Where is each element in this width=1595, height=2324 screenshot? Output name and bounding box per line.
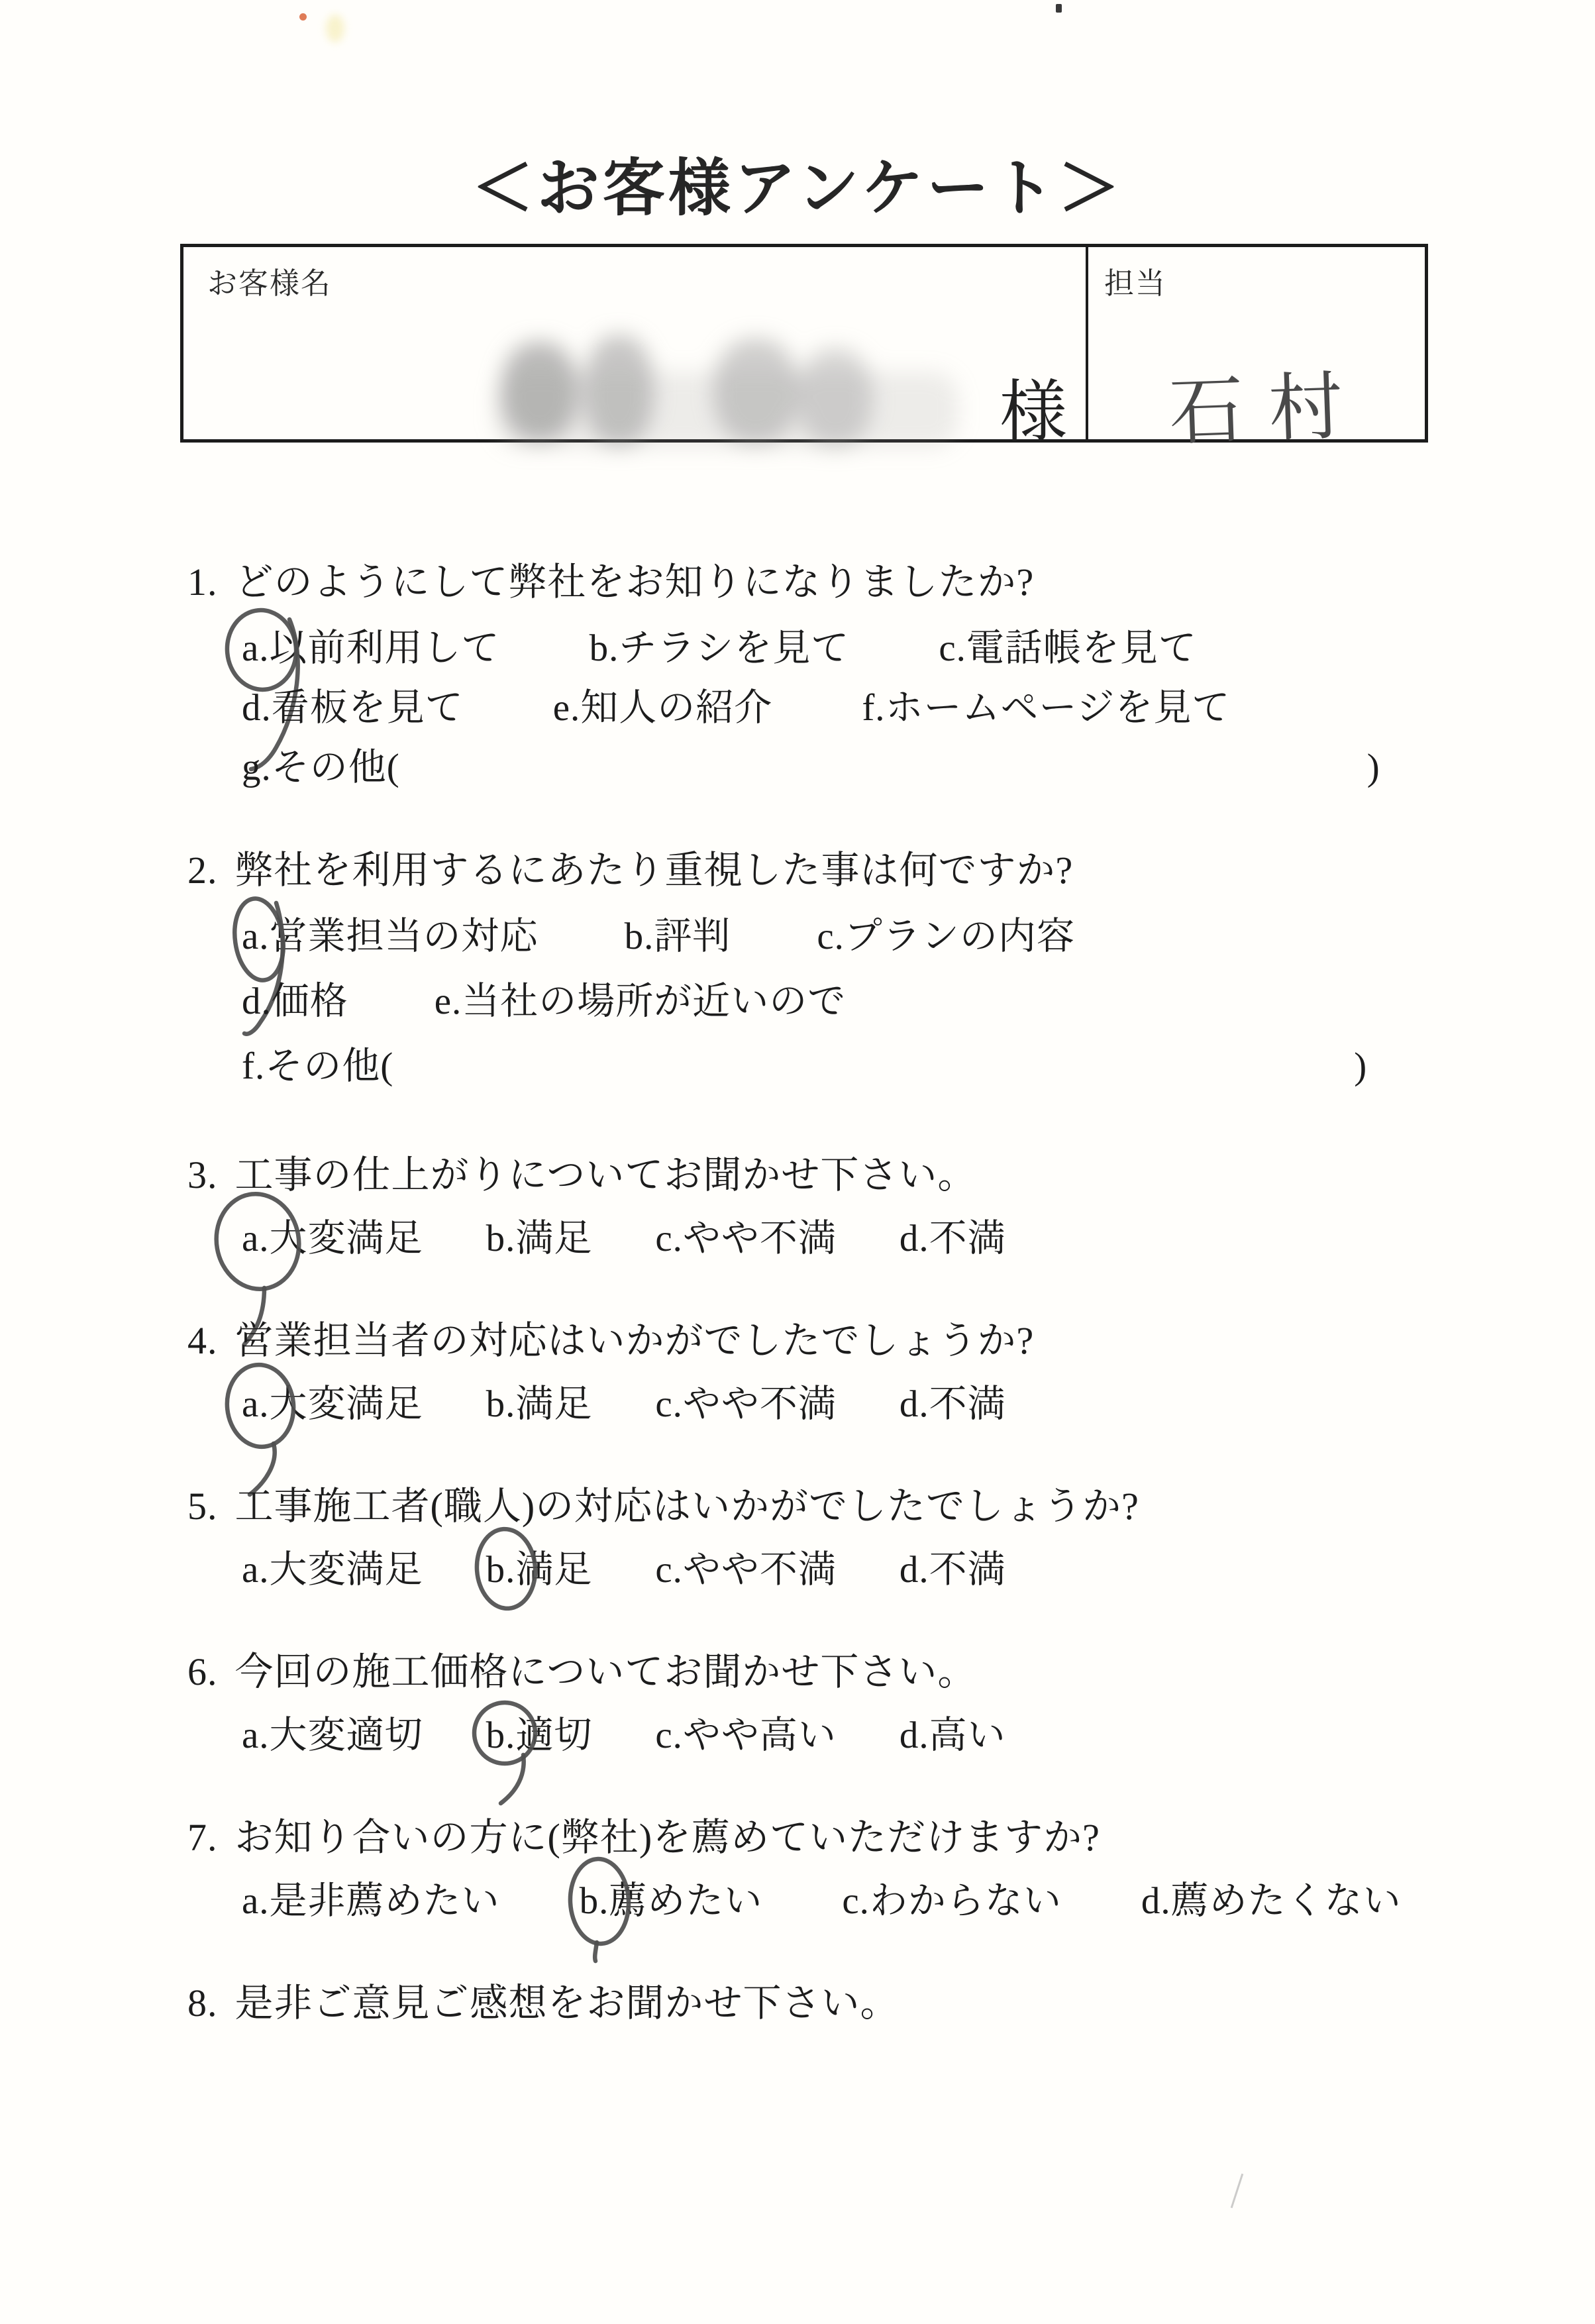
option-item: b.評判 [624,916,731,957]
blur-blob [495,372,958,448]
free-answer-space [480,1044,1268,1088]
question-line-7 [187,1815,1100,1860]
staff-label: 担当 [1104,266,1167,300]
option-row [242,1879,1402,1923]
scan-speck-black [1056,4,1062,13]
header-table [180,244,1428,454]
option-row [242,626,1197,670]
option-item: b.薦めたい [580,1879,763,1923]
option-item: c.やや不満 [655,1218,837,1259]
question-number: 7. [187,1816,218,1859]
question-text: 営業担当者の対応はいかがでしたでしょうか? [234,1319,1035,1362]
option-row [242,979,846,1024]
question-number: 6. [187,1650,218,1693]
option-item: d.価格 [242,980,348,1022]
option-item: d.高い [899,1715,1006,1756]
question-line-4 [187,1318,1034,1363]
scan-speck-red [299,13,307,21]
question-text: 今回の施工価格についてお聞かせ下さい。 [234,1650,977,1693]
answer-circle-q7-b [556,1851,688,2063]
option-item: d.薦めたくない [1141,1880,1402,1922]
option-item: c.わからない [842,1880,1062,1922]
option-item: c.電話帳を見て [939,627,1197,669]
question-line-2 [187,848,1073,893]
table-divider [1086,247,1088,439]
question-text: 工事の仕上がりについてお聞かせ下さい。 [234,1153,977,1196]
question-line-1 [187,560,1034,605]
option-item: a.営業担当の対応 [242,914,539,959]
option-item: f.ホームページを見て [862,687,1231,729]
option-row [242,914,1075,959]
option-item: c.やや不満 [655,1383,837,1425]
option-item: d.不満 [899,1549,1006,1591]
question-number: 1. [187,560,218,604]
question-number: 8. [187,1981,218,2025]
answer-circle-q4-a [218,1354,350,1566]
option-row [242,1713,1006,1758]
option-item: d.不満 [899,1383,1006,1425]
paren-close: ) [1354,1045,1368,1087]
staff-name-handwritten: 石村 [1168,365,1370,454]
option-row [242,1382,1006,1426]
option-item: a.大変満足 [242,1216,423,1261]
option-item: f.その他( [242,1045,394,1087]
answer-circle-q5-b [462,1520,595,1732]
option-item: b.適切 [486,1713,593,1758]
customer-name-blurred [495,332,972,458]
question-line-3 [187,1153,976,1198]
question-line-8 [187,1981,900,2026]
option-item: d.不満 [899,1218,1006,1259]
question-text: 弊社を利用するにあたり重視した事は何ですか? [234,849,1074,892]
option-item: a.以前利用して [242,626,500,670]
option-item: b.満足 [486,1383,593,1425]
question-text: 是非ご意見ご感想をお聞かせ下さい。 [234,1981,900,2025]
option-item: b.満足 [486,1218,593,1259]
question-number: 2. [187,849,218,892]
option-item: c.やや高い [655,1715,837,1756]
scan-smudge-yellow [326,15,344,42]
answer-circle-q3-a [218,1188,350,1400]
option-row [242,745,1380,790]
option-item: c.プランの内容 [817,916,1075,957]
customer-name-label: お客様名 [207,266,333,300]
option-item: e.当社の場所が近いので [434,980,847,1022]
question-number: 3. [187,1153,218,1196]
question-text: どのようにして弊社をお知りになりましたか? [234,560,1035,604]
option-item: b.チラシを見て [589,627,850,669]
question-text: お知り合いの方に(弊社)を薦めていただけますか? [234,1816,1100,1859]
free-answer-space [489,745,1278,790]
option-item: c.やや不満 [655,1549,837,1591]
question-line-6 [187,1650,976,1695]
paren-close: ) [1366,747,1380,788]
option-row [242,1216,1006,1261]
question-line-5 [187,1484,1139,1529]
survey-title: ＜お客様アンケート＞ [471,153,1124,223]
customer-suffix: 様 [1000,376,1067,450]
question-text: 工事施工者(職人)の対応はいかがでしたでしょうか? [234,1485,1139,1528]
option-item: e.知人の紹介 [552,687,773,729]
answer-circle-q6-b [462,1685,595,1897]
option-item: a.大変適切 [242,1715,423,1756]
option-row [242,1044,1367,1088]
question-number: 4. [187,1319,218,1362]
scan-stroke-bottom-right [1231,2174,1244,2208]
option-item: d.看板を見て [242,687,464,729]
question-number: 5. [187,1485,218,1528]
option-row [242,686,1230,730]
option-item: a.大変満足 [242,1549,423,1591]
option-item: b.満足 [486,1548,593,1592]
option-item: a.是非薦めたい [242,1880,500,1922]
option-item: a.大変満足 [242,1382,423,1426]
option-row [242,1548,1006,1592]
option-item: g.その他( [242,747,400,788]
